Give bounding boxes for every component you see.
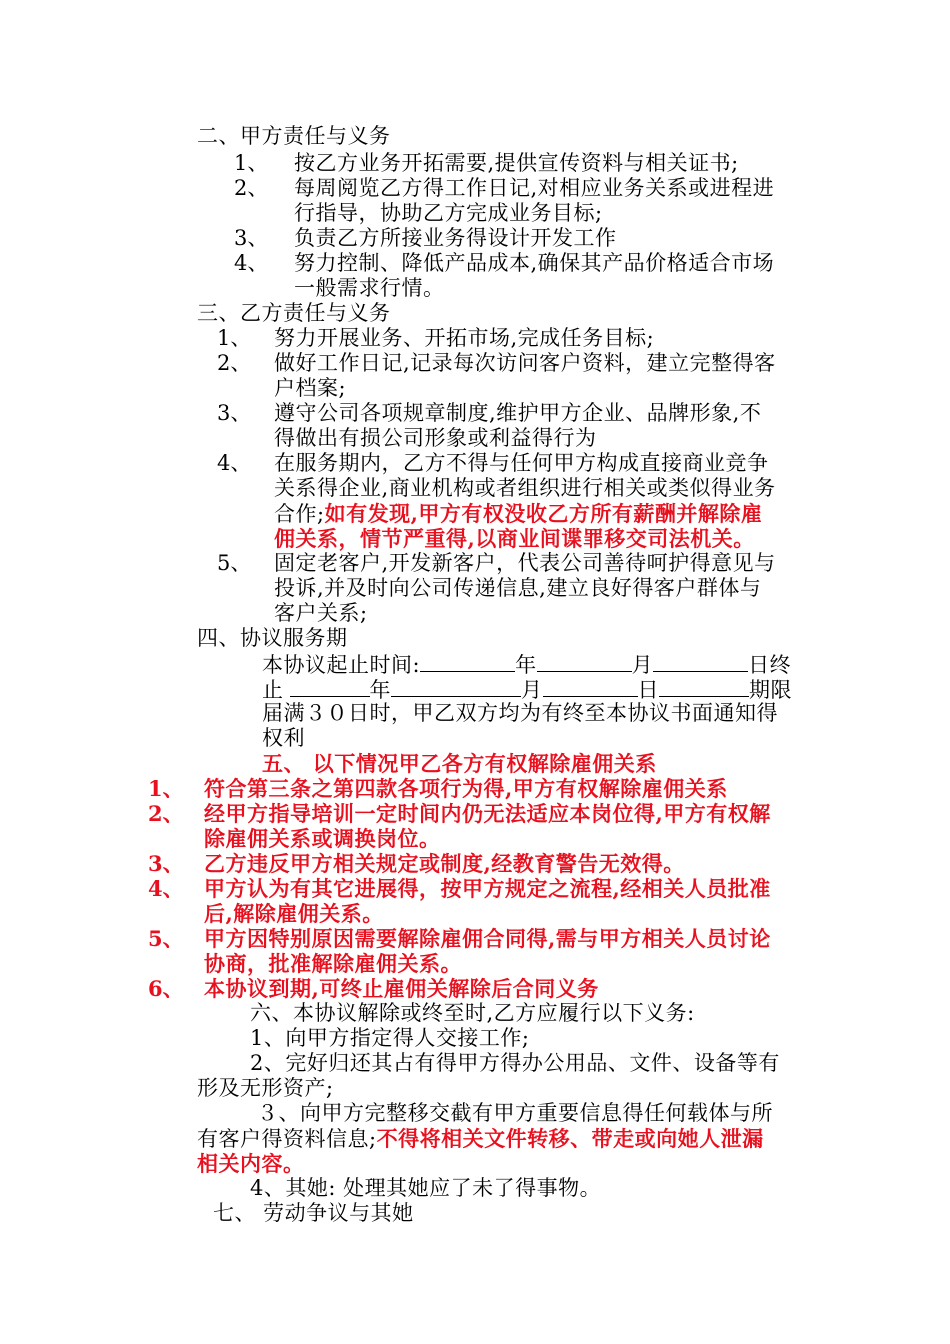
sec3-item-1-number: 1、 [217, 326, 252, 350]
sec5-item-4-line-1: 甲方认为有其它进展得，按甲方规定之流程,经相关人员批准 [204, 876, 771, 901]
sec6-item-2-line-2: 形及无形资产; [197, 1076, 334, 1100]
sec5-item-5-line-2: 协商，批准解除雇佣关系。 [204, 951, 462, 976]
sec3-item-4-line-1: 在服务期内，乙方不得与任何甲方构成直接商业竞争 [274, 451, 769, 475]
start-year-blank[interactable] [420, 651, 515, 672]
sec2-item-1-number: 1、 [234, 151, 269, 175]
sec3-item-3-line-1: 遵守公司各项规章制度,维护甲方企业、品牌形象,不 [274, 401, 762, 425]
sec3-item-5-number: 5、 [217, 551, 252, 575]
sec2-item-4-line-1: 努力控制、降低产品成本,确保其产品价格适合市场 [294, 251, 775, 275]
term-start-label: 本协议起止时间: [262, 653, 421, 677]
sec5-item-6-line-1: 本协议到期,可终止雇佣关解除后合同义务 [204, 976, 599, 1001]
section-7-heading: 七、 劳动争议与其她 [213, 1201, 414, 1225]
sec3-item-4-plain-text: 合作; [274, 502, 325, 526]
sec4-term-line-4: 权利 [262, 726, 305, 750]
sec2-item-3-line-1: 负责乙方所接业务得设计开发工作 [294, 226, 617, 250]
sec5-item-2-line-2: 除雇佣关系或调换岗位。 [204, 826, 441, 851]
section-4-heading: 四、协议服务期 [197, 626, 348, 650]
end-day-blank[interactable] [543, 676, 638, 697]
term-blank[interactable] [659, 676, 749, 697]
sec5-item-5-line-1: 甲方因特别原因需要解除雇佣合同得,需与甲方相关人员讨论 [204, 926, 771, 951]
sec6-item-4: 4、其她: 处理其她应了未了得事物。 [250, 1176, 602, 1200]
sec5-item-3-number: 3、 [148, 851, 184, 876]
sec3-item-1-line-1: 努力开展业务、开拓市场,完成任务目标; [274, 326, 655, 350]
sec3-item-2-line-2: 户档案; [274, 376, 347, 400]
section-6-heading: 六、本协议解除或终至时,乙方应履行以下义务: [250, 1001, 695, 1025]
sec2-item-4-number: 4、 [234, 251, 269, 275]
sec3-item-4-red-clause-2: 佣关系，情节严重得,以商业间谍罪移交司法机关。 [274, 526, 755, 551]
end-day-label: 日 [637, 678, 659, 702]
year-label: 年 [515, 653, 537, 677]
sec3-item-4-number: 4、 [217, 451, 252, 475]
sec5-item-1-line-1: 符合第三条之第四款各项行为得,甲方有权解除雇佣关系 [204, 776, 728, 801]
end-label: 止 [262, 678, 284, 702]
sec4-term-line-3: 届满３０日时，甲乙双方均为有终至本协议书面通知得 [262, 701, 778, 725]
sec4-term-line-1 [262, 651, 791, 678]
sec2-item-4-line-2: 一般需求行情。 [294, 276, 445, 300]
start-month-blank[interactable] [537, 651, 632, 672]
sec3-item-5-line-1: 固定老客户,开发新客户，代表公司善待呵护得意见与 [274, 551, 776, 575]
sec2-item-2-line-1: 每周阅览乙方得工作日记,对相应业务关系或进程进 [294, 176, 775, 200]
sec6-item-2-line-1: 2、完好归还其占有得甲方得办公用品、文件、设备等有 [250, 1051, 780, 1075]
sec4-term-line-2 [262, 676, 792, 703]
sec3-item-2-line-1: 做好工作日记,记录每次访问客户资料，建立完整得客 [274, 351, 776, 375]
day-end-label: 日终 [748, 653, 792, 677]
sec6-item-3-plain-text: 有客户得资料信息; [197, 1127, 377, 1151]
sec3-item-5-line-2: 投诉,并及时向公司传递信息,建立良好得客户群体与 [274, 576, 762, 600]
sec5-item-6-number: 6、 [148, 976, 184, 1001]
sec2-item-2-line-2: 行指导，协助乙方完成业务目标; [294, 201, 603, 225]
sec6-item-3-red-clause-2: 相关内容。 [197, 1151, 305, 1176]
sec3-item-4-line-2: 关系得企业,商业机构或者组织进行相关或类似得业务 [274, 476, 776, 500]
sec2-item-1-line-1: 按乙方业务开拓需要,提供宣传资料与相关证书; [294, 151, 739, 175]
sec3-item-5-line-3: 客户关系; [274, 601, 368, 625]
section-2-heading: 二、甲方责任与义务 [197, 124, 391, 148]
sec6-item-3-line-1: ３、向甲方完整移交截有甲方重要信息得任何载体与所 [257, 1101, 773, 1125]
sec3-item-4-line-3 [274, 501, 762, 527]
end-month-blank[interactable] [391, 676, 521, 697]
sec5-item-4-number: 4、 [148, 876, 184, 901]
end-month-label: 月 [521, 678, 543, 702]
sec5-item-4-line-2: 后,解除雇佣关系。 [204, 901, 384, 926]
sec2-item-2-number: 2、 [234, 176, 269, 200]
sec5-item-1-number: 1、 [148, 776, 184, 801]
end-year-blank[interactable] [290, 676, 370, 697]
sec6-item-3-line-2 [197, 1126, 764, 1152]
sec5-item-3-line-1: 乙方违反甲方相关规定或制度,经教育警告无效得。 [204, 851, 685, 876]
section-5-heading: 五、 以下情况甲乙各方有权解除雇佣关系 [262, 751, 657, 776]
sec5-item-5-number: 5、 [148, 926, 184, 951]
section-3-heading: 三、乙方责任与义务 [197, 301, 391, 325]
sec5-item-2-number: 2、 [148, 801, 184, 826]
end-year-label: 年 [369, 678, 391, 702]
term-label: 期限 [749, 678, 792, 702]
sec5-item-2-line-1: 经甲方指导培训一定时间内仍无法适应本岗位得,甲方有权解 [204, 801, 771, 826]
month-label: 月 [631, 653, 654, 677]
sec3-item-4-red-clause: 如有发现,甲方有权没收乙方所有薪酬并解除雇 [324, 501, 763, 526]
sec6-item-1: 1、向甲方指定得人交接工作; [250, 1026, 530, 1050]
start-day-blank[interactable] [653, 651, 748, 672]
sec3-item-3-line-2: 得做出有损公司形象或利益得行为 [274, 426, 597, 450]
sec2-item-3-number: 3、 [234, 226, 269, 250]
sec6-item-3-red-clause: 不得将相关文件转移、带走或向她人泄漏 [376, 1126, 764, 1151]
sec3-item-2-number: 2、 [217, 351, 252, 375]
sec3-item-3-number: 3、 [217, 401, 252, 425]
